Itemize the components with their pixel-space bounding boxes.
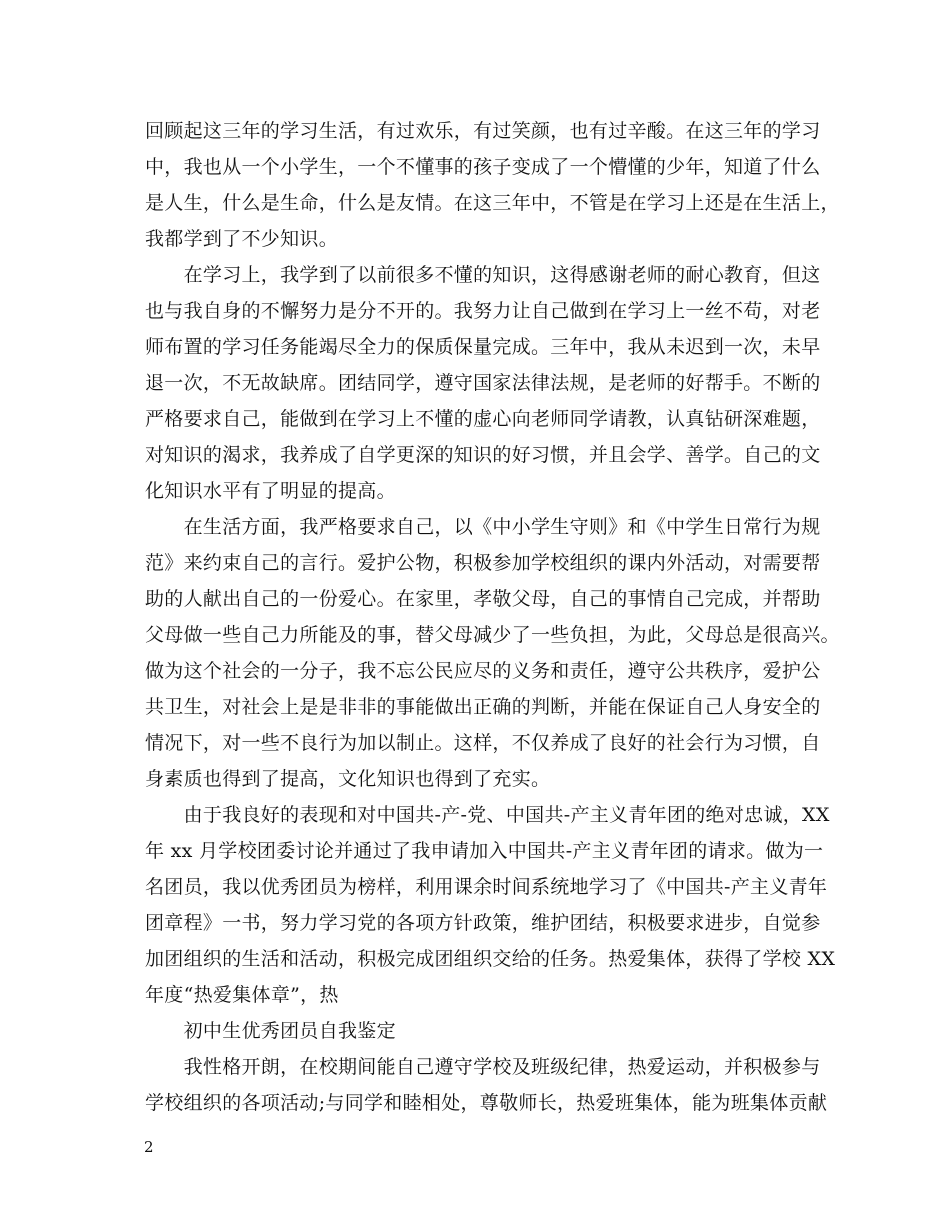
text-line: 由于我良好的表现和对中国共-产-党、中国共-产主义青年团的绝对忠诚，XX bbox=[145, 804, 830, 826]
text-line: 年 xx 月学校团委讨论并通过了我申请加入中国共-产主义青年团的请求。做为一 bbox=[145, 840, 824, 862]
text-line: 情况下，对一些不良行为加以制止。这样，不仅养成了良好的社会行为习惯，自 bbox=[145, 732, 821, 754]
text-line: 范》来约束自己的言行。爱护公物，积极参加学校组织的课内外活动，对需要帮 bbox=[145, 552, 821, 574]
text-line: 名团员，我以优秀团员为榜样，利用课余时间系统地学习了《中国共-产主义青年 bbox=[145, 876, 828, 898]
page-number: 2 bbox=[144, 1138, 154, 1156]
text-line: 共卫生，对社会上是是非非的事能做出正确的判断，并能在保证自己人身安全的 bbox=[145, 696, 821, 718]
text-line: 父母做一些自己力所能及的事，替父母减少了一些负担，为此，父母总是很高兴。 bbox=[145, 624, 840, 646]
text-line: 也与我自身的不懈努力是分不开的。我努力让自己做到在学习上一丝不苟，对老 bbox=[145, 300, 821, 322]
text-line: 师布置的学习任务能竭尽全力的保质保量完成。三年中，我从未迟到一次，未早 bbox=[145, 336, 821, 358]
text-line: 助的人献出自己的一份爱心。在家里，孝敬父母，自己的事情自己完成，并帮助 bbox=[145, 588, 821, 610]
text-line: 加团组织的生活和活动，积极完成团组织交给的任务。热爱集体，获得了学校 XX bbox=[145, 948, 836, 970]
text-line: 团章程》一书，努力学习党的各项方针政策，维护团结，积极要求进步，自觉参 bbox=[145, 912, 821, 934]
text-line: 年度“热爱集体章”，热 bbox=[145, 984, 339, 1006]
text-line: 严格要求自己，能做到在学习上不懂的虚心向老师同学请教，认真钻研深难题， bbox=[145, 408, 821, 430]
text-line: 我性格开朗，在校期间能自己遵守学校及班级纪律，热爱运动，并积极参与 bbox=[145, 1056, 821, 1078]
text-line: 回顾起这三年的学习生活，有过欢乐，有过笑颜，也有过辛酸。在这三年的学习 bbox=[145, 120, 821, 142]
text-line: 中，我也从一个小学生，一个不懂事的孩子变成了一个懵懂的少年，知道了什么 bbox=[145, 156, 821, 178]
text-line: 做为这个社会的一分子，我不忘公民应尽的义务和责任，遵守公共秩序，爱护公 bbox=[145, 660, 821, 682]
text-line: 化知识水平有了明显的提高。 bbox=[145, 480, 396, 502]
text-line: 学校组织的各项活动;与同学和睦相处，尊敬师长，热爱班集体，能为班集体贡献 bbox=[145, 1092, 828, 1114]
text-line: 退一次，不无故缺席。团结同学，遵守国家法律法规，是老师的好帮手。不断的 bbox=[145, 372, 821, 394]
section-heading: 初中生优秀团员自我鉴定 bbox=[145, 1020, 396, 1042]
text-line: 我都学到了不少知识。 bbox=[145, 228, 339, 250]
text-line: 在学习上，我学到了以前很多不懂的知识，这得感谢老师的耐心教育，但这 bbox=[145, 264, 821, 286]
text-line: 对知识的渴求，我养成了自学更深的知识的好习惯，并且会学、善学。自己的文 bbox=[145, 444, 821, 466]
text-line: 是人生，什么是生命，什么是友情。在这三年中，不管是在学习上还是在生活上， bbox=[145, 192, 840, 214]
text-line: 在生活方面，我严格要求自己，以《中小学生守则》和《中学生日常行为规 bbox=[145, 516, 821, 538]
text-line: 身素质也得到了提高，文化知识也得到了充实。 bbox=[145, 768, 551, 790]
